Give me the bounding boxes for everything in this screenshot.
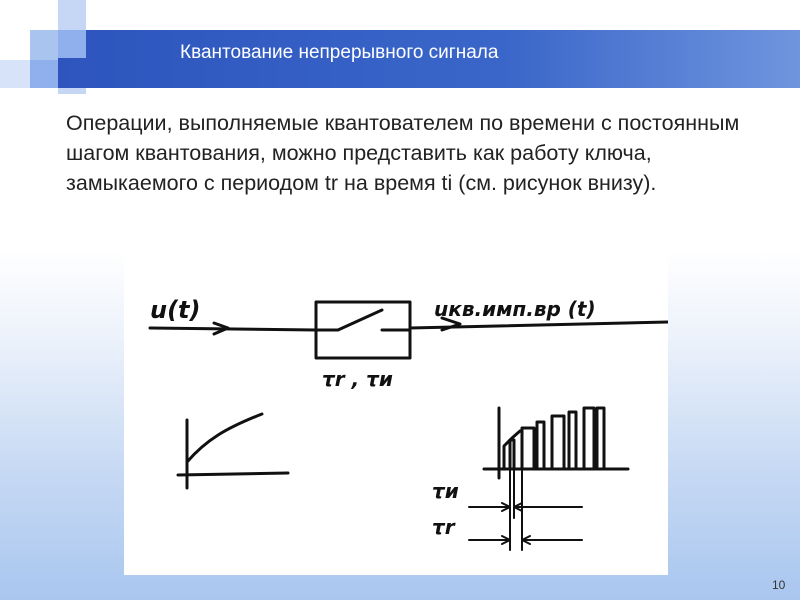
switch-params-label: τr , τи — [322, 367, 393, 391]
input-line — [150, 328, 316, 330]
decor-square-bottom — [58, 88, 86, 94]
decor-square-left2 — [0, 60, 30, 88]
tau-i-label: τи — [432, 479, 459, 503]
slide-number: 10 — [772, 578, 786, 592]
slide-title: Квантование непрерывного сигнала — [180, 42, 499, 63]
pulse-7 — [597, 408, 604, 469]
decor-square-mid — [30, 60, 58, 88]
quantizer-diagram-svg — [124, 250, 668, 575]
pulse-6 — [584, 408, 594, 469]
pulse-4 — [552, 416, 564, 469]
pulse-1 — [510, 440, 514, 469]
graph-x-axis — [178, 473, 288, 475]
decor-square-left — [30, 30, 58, 60]
output-signal-label: uкв.имп.вр (t) — [434, 297, 596, 321]
pulse-3 — [537, 422, 544, 469]
tau-r-label: τr — [432, 515, 455, 539]
input-signal-label: u(t) — [150, 296, 201, 324]
continuous-curve — [187, 414, 262, 462]
pulse-2 — [522, 428, 534, 469]
pulse-5 — [569, 412, 576, 469]
decor-square-top — [58, 0, 86, 30]
decor-square-title — [58, 30, 86, 58]
pulse-envelope — [504, 431, 520, 469]
slide-body-text: Операции, выполняемые квантователем по времени с постоянным шагом квантования, можно представить как работу ключа, замыкаемого с периодом tr на время ti (см. рисунок внизу). — [66, 111, 740, 195]
quantizer-diagram — [124, 250, 668, 575]
switch-blade — [338, 310, 382, 330]
